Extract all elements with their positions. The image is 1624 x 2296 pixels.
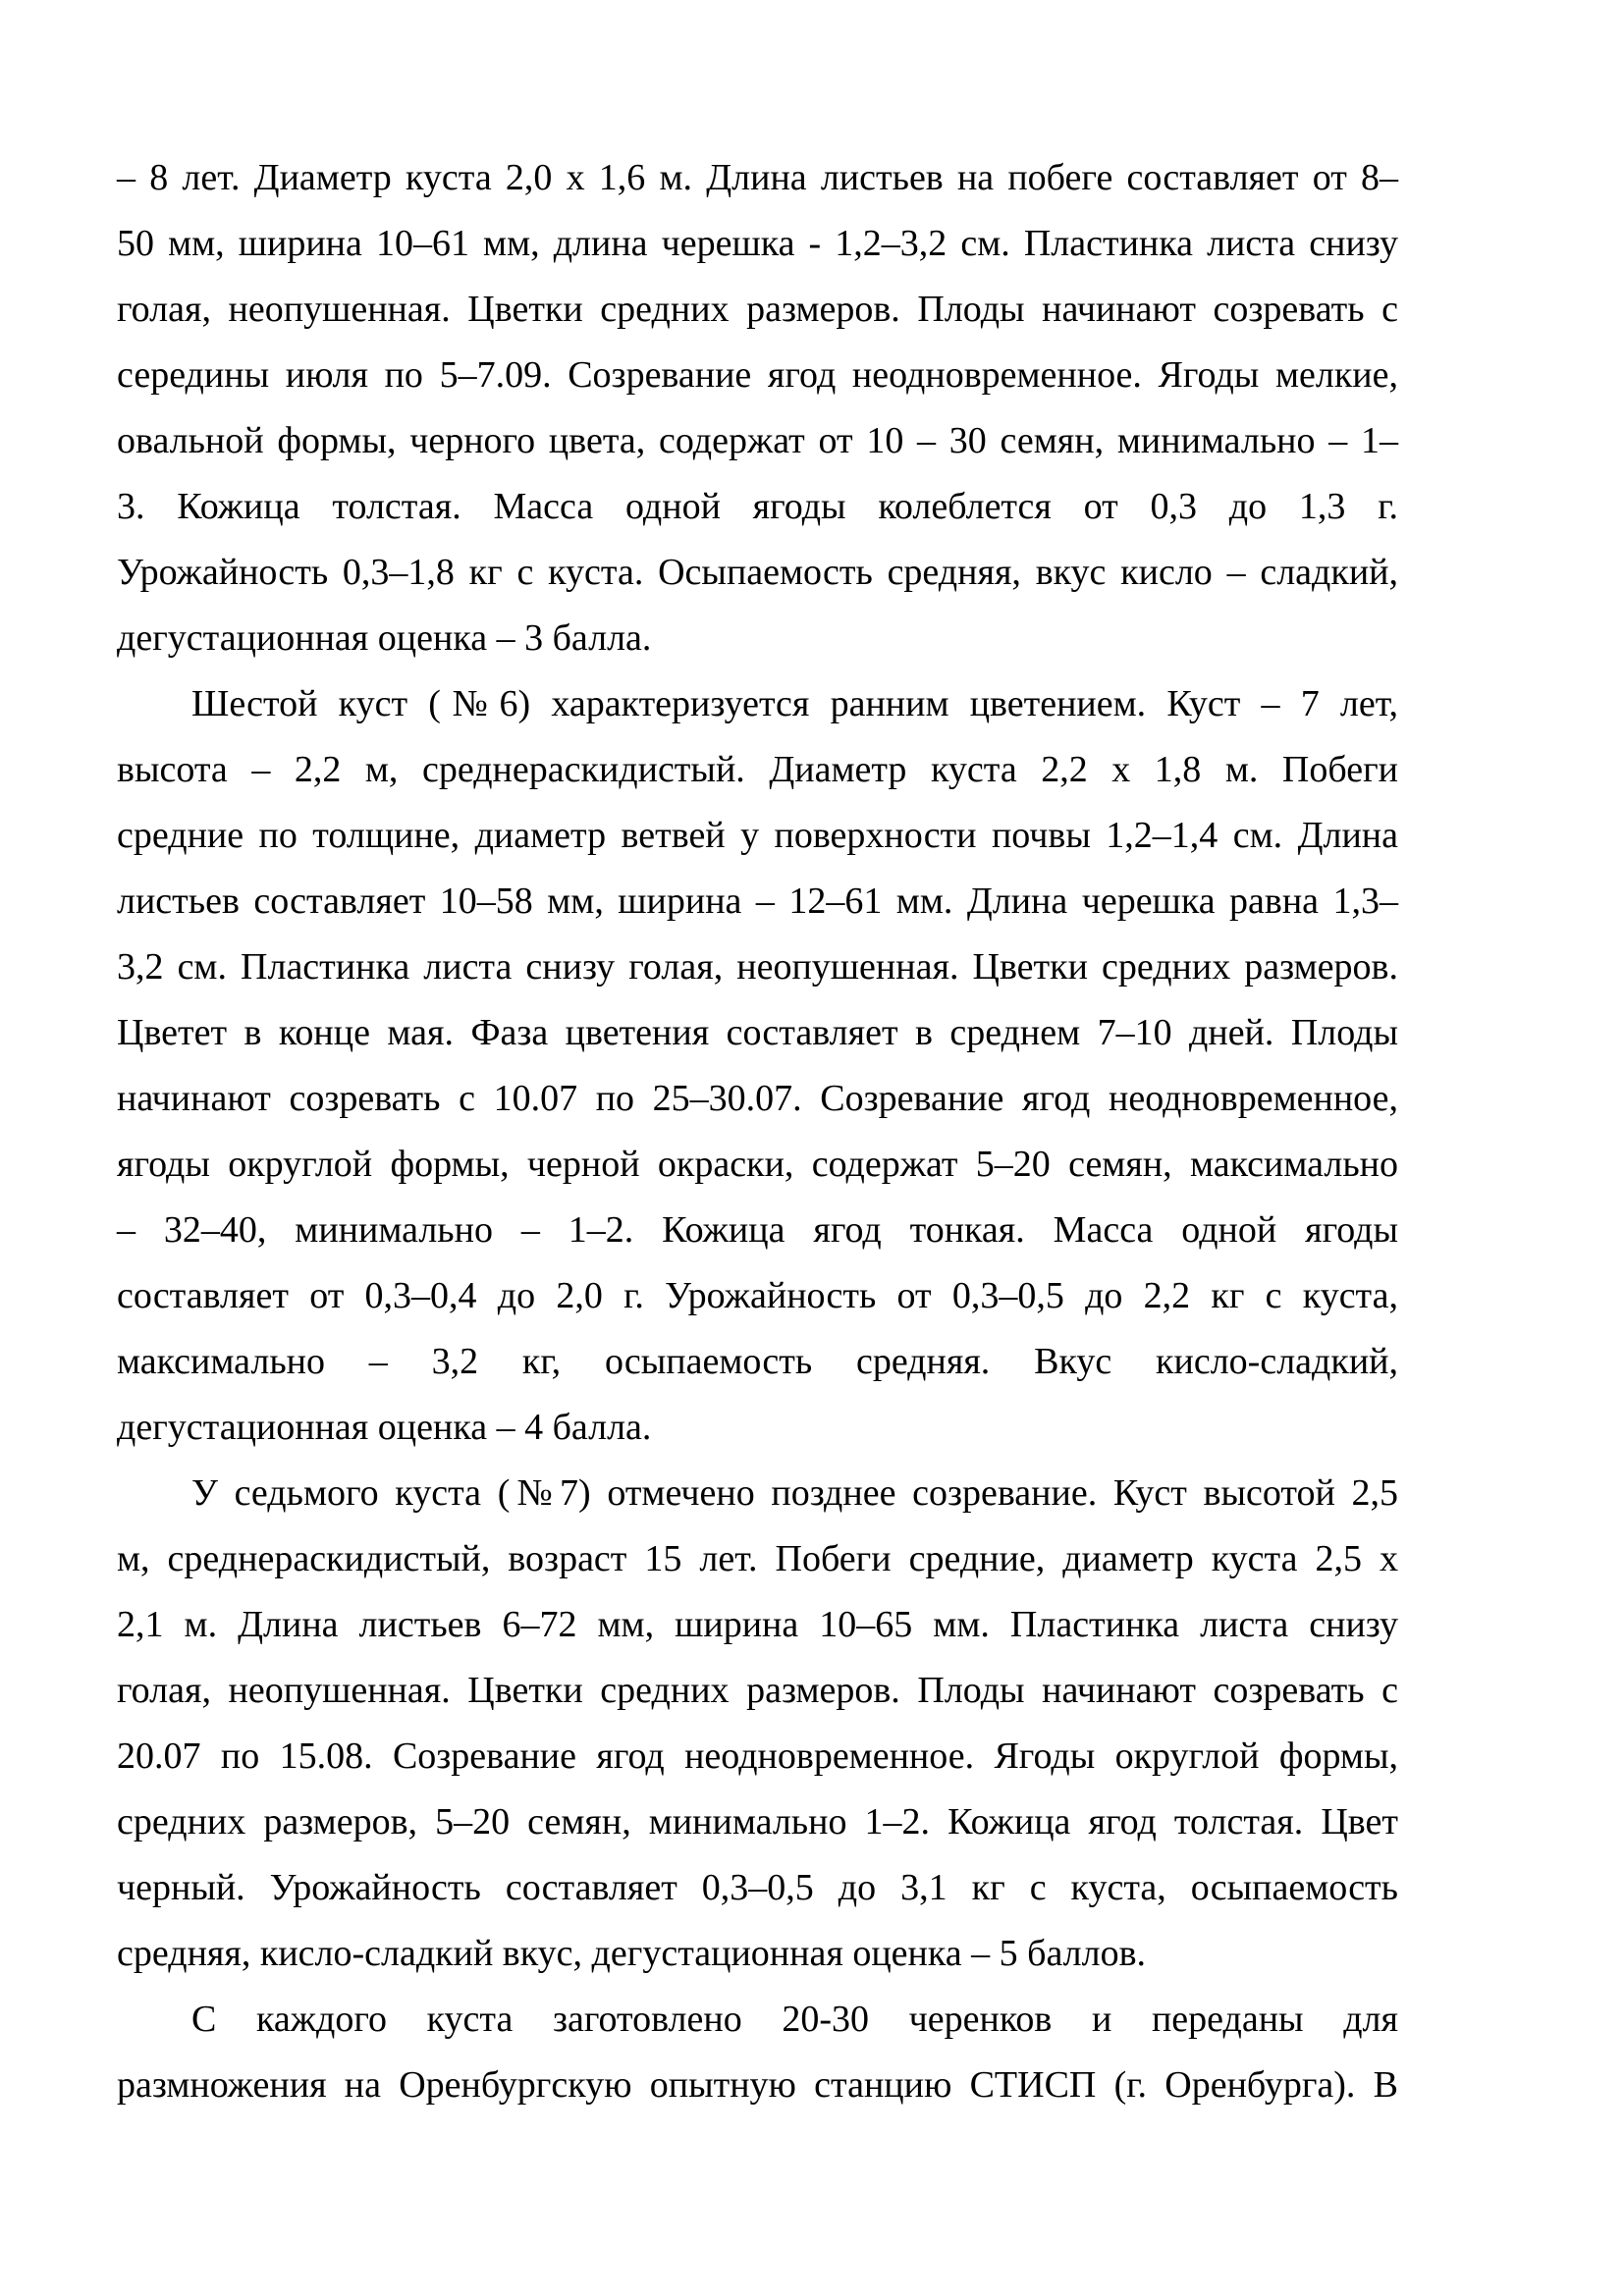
text-line: 3,2 см. Пластинка листа снизу голая, неопушенная. Цветки средних размеров. [117, 946, 1398, 988]
text-line: середины июля по 5–7.09. Созревание ягод неодновременное. Ягоды мелкие, [117, 354, 1398, 396]
text-line: Цветет в конце мая. Фаза цветения составляет в среднем 7–10 дней. Плоды [117, 1012, 1398, 1053]
text-line: – 32–40, минимально – 1–2. Кожица ягод тонкая. Масса одной ягоды [117, 1209, 1398, 1251]
document-text [117, 145, 1398, 2118]
text-line: ягоды округлой формы, черной окраски, содержат 5–20 семян, максимально [117, 1144, 1398, 1185]
text-line: средние по толщине, диаметр ветвей у поверхности почвы 1,2–1,4 см. Длина [117, 815, 1398, 856]
text-line: 20.07 по 15.08. Созревание ягод неодновременное. Ягоды округлой формы, [117, 1735, 1398, 1777]
text-line: С каждого куста заготовлено 20-30 черенков и переданы для [191, 1999, 1398, 2040]
text-line: Урожайность 0,3–1,8 кг с куста. Осыпаемость средняя, вкус кисло – сладкий, [117, 552, 1398, 593]
text-line: голая, неопушенная. Цветки средних размеров. Плоды начинают созревать с [117, 289, 1398, 330]
text-line: составляет от 0,3–0,4 до 2,0 г. Урожайность от 0,3–0,5 до 2,2 кг с куста, [117, 1275, 1398, 1316]
text-line: Шестой куст (№6) характеризуется ранним цветением. Куст – 7 лет, [191, 683, 1398, 724]
text-line: 2,1 м. Длина листьев 6–72 мм, ширина 10–65 мм. Пластинка листа снизу [117, 1604, 1398, 1645]
text-line: голая, неопушенная. Цветки средних размеров. Плоды начинают созревать с [117, 1670, 1398, 1711]
text-line: высота – 2,2 м, среднераскидистый. Диаметр куста 2,2 х 1,8 м. Побеги [117, 749, 1398, 790]
text-line: начинают созревать с 10.07 по 25–30.07. Созревание ягод неодновременное, [117, 1078, 1398, 1119]
text-line: средняя, кисло-сладкий вкус, дегустационная оценка – 5 баллов. [117, 1933, 1147, 1974]
text-line: дегустационная оценка – 4 балла. [117, 1407, 652, 1448]
text-line: дегустационная оценка – 3 балла. [117, 617, 652, 659]
text-line: максимально – 3,2 кг, осыпаемость средняя. Вкус кисло-сладкий, [117, 1341, 1398, 1382]
text-line: – 8 лет. Диаметр куста 2,0 х 1,6 м. Длина листьев на побеге составляет от 8– [117, 157, 1398, 198]
text-line: черный. Урожайность составляет 0,3–0,5 до 3,1 кг с куста, осыпаемость [117, 1867, 1398, 1908]
text-line: 3. Кожица толстая. Масса одной ягоды колеблется от 0,3 до 1,3 г. [117, 486, 1398, 527]
text-line: 50 мм, ширина 10–61 мм, длина черешка - 1,2–3,2 см. Пластинка листа снизу [117, 223, 1398, 264]
text-line: размножения на Оренбургскую опытную станцию СТИСП (г. Оренбурга). В [117, 2064, 1398, 2106]
text-line: м, среднераскидистый, возраст 15 лет. Побеги средние, диаметр куста 2,5 х [117, 1538, 1398, 1579]
text-line: листьев составляет 10–58 мм, ширина – 12–61 мм. Длина черешка равна 1,3– [117, 881, 1398, 922]
text-line: У седьмого куста (№7) отмечено позднее созревание. Куст высотой 2,5 [191, 1472, 1398, 1514]
text-line: средних размеров, 5–20 семян, минимально 1–2. Кожица ягод толстая. Цвет [117, 1801, 1398, 1842]
text-line: овальной формы, черного цвета, содержат от 10 – 30 семян, минимально – 1– [117, 420, 1398, 461]
